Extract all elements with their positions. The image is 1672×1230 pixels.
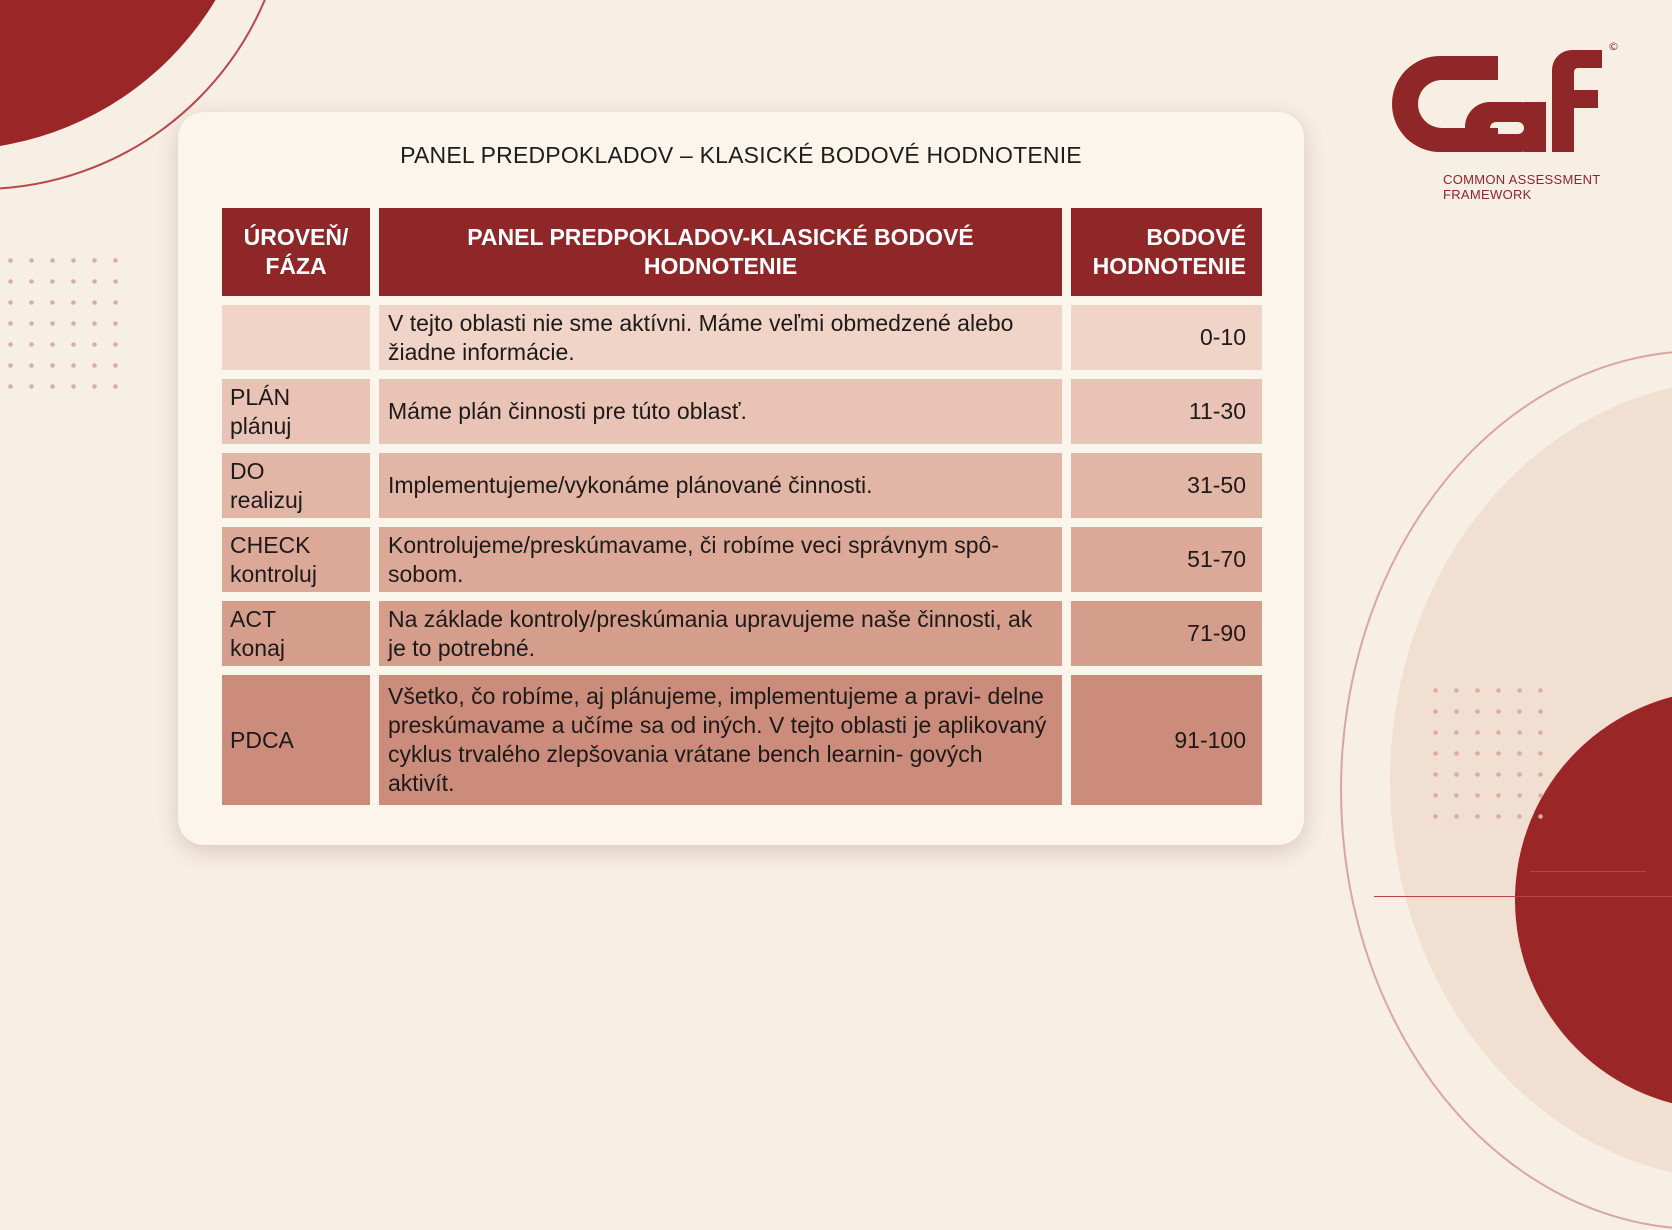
- row-description: Implementujeme/vykonáme plánované činnosti.: [379, 453, 1062, 518]
- content-card: [178, 112, 1304, 845]
- row-score: 11-30: [1071, 379, 1262, 444]
- svg-text:©: ©: [1608, 40, 1619, 53]
- row-score: 51-70: [1071, 527, 1262, 592]
- row-score: 0-10: [1071, 305, 1262, 370]
- row-level: CHECK kontroluj: [222, 527, 370, 592]
- scoring-table: [222, 208, 1262, 805]
- row-level: DO realizuj: [222, 453, 370, 518]
- decor-line: [1374, 896, 1672, 897]
- page-title: PANEL PREDPOKLADOV – KLASICKÉ BODOVÉ HODNOTENIE: [400, 142, 1082, 168]
- row-level: PDCA: [222, 675, 370, 805]
- header-score: BODOVÉ HODNOTENIE: [1071, 208, 1262, 296]
- logo-caption: [1443, 172, 1601, 202]
- logo-caption-line2: FRAMEWORK: [1443, 187, 1532, 202]
- logo-caption-line1: COMMON ASSESSMENT: [1443, 172, 1601, 187]
- row-description: Všetko, čo robíme, aj plánujeme, implementujeme a pravi- delne preskúmavame a učíme sa od iných. V tejto oblasti je aplikovaný cyklus trvalého zlepšovania vrátane bench learnin- gových aktivít.: [379, 675, 1062, 805]
- row-level: ACT konaj: [222, 601, 370, 666]
- row-score: 91-100: [1071, 675, 1262, 805]
- row-score: 71-90: [1071, 601, 1262, 666]
- row-level: PLÁN plánuj: [222, 379, 370, 444]
- decor-dots-right: [1425, 680, 1551, 827]
- row-description: Na základe kontroly/preskúmania upravujeme naše činnosti, ak je to potrebné.: [379, 601, 1062, 666]
- decor-dots-left: [0, 250, 126, 397]
- row-description: V tejto oblasti nie sme aktívni. Máme veľmi obmedzené alebo žiadne informácie.: [379, 305, 1062, 370]
- decor-line: [1530, 871, 1646, 872]
- row-description: Máme plán činnosti pre túto oblasť.: [379, 379, 1062, 444]
- row-description: Kontrolujeme/preskúmavame, či robíme veci správnym spô- sobom.: [379, 527, 1062, 592]
- header-level: ÚROVEŇ/ FÁZA: [222, 208, 370, 296]
- header-description: PANEL PREDPOKLADOV-KLASICKÉ BODOVÉ HODNOTENIE: [379, 208, 1062, 296]
- row-score: 31-50: [1071, 453, 1262, 518]
- row-level: [222, 305, 370, 370]
